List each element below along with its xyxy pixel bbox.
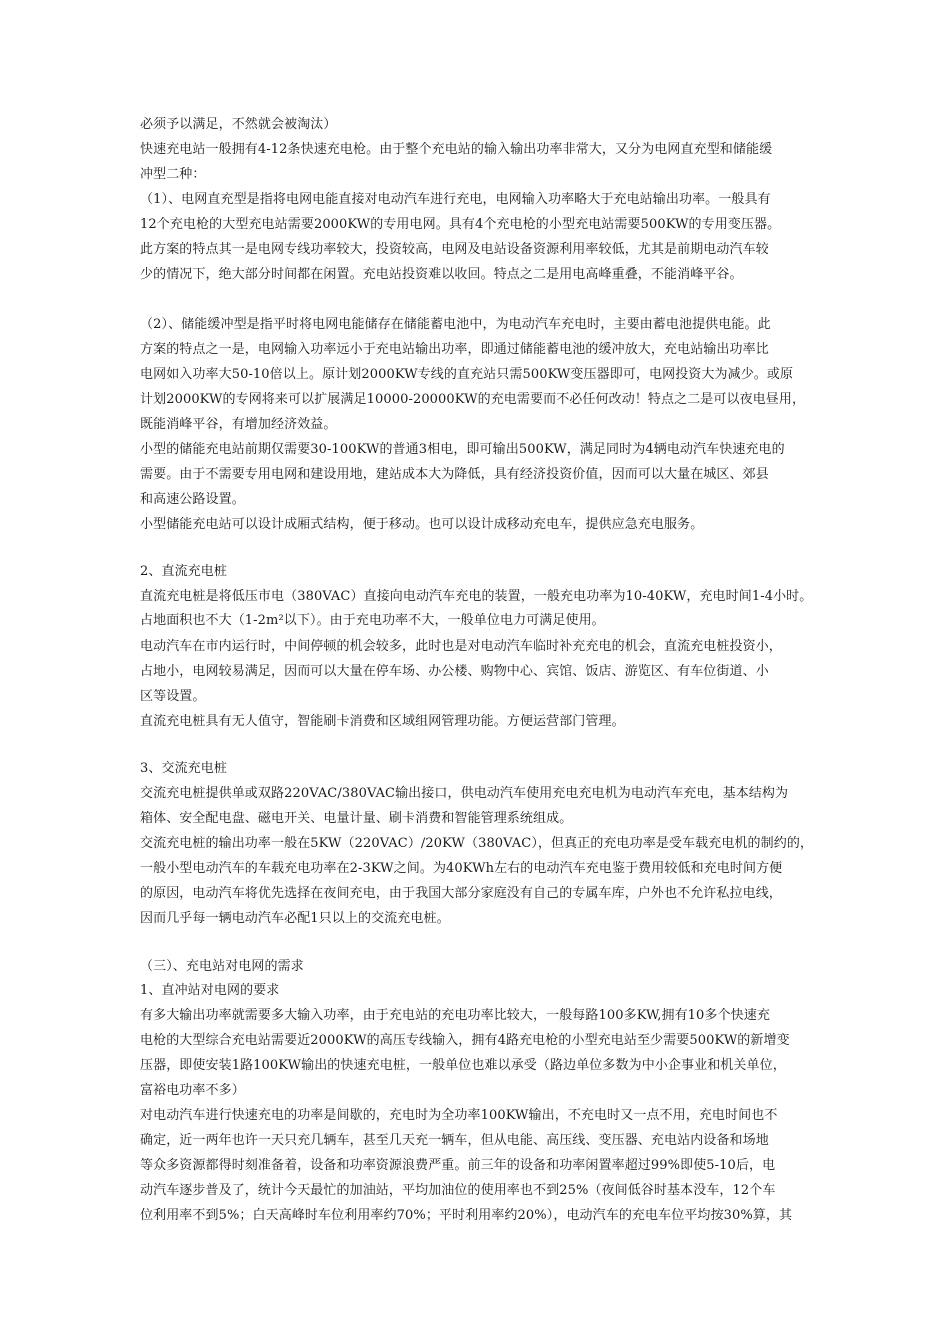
text-line: 小型储能充电站可以设计成厢式结构，便于移动。也可以设计成移动充电车，提供应急充电服务。	[140, 517, 704, 532]
text-line: 小型的储能充电站前期仅需要30-100KW的普通3相电，即可输出500KW，满足同时为4辆电动汽车快速充电的	[140, 442, 785, 457]
section-heading: 2、直流充电桩	[140, 564, 227, 579]
text-line: 因而几乎每一辆电动汽车必配1只以上的交流充电桩。	[140, 911, 450, 926]
text-line: 快速充电站一般拥有4-12条快速充电枪。由于整个充电站的输入输出功率非常大，又分为电网直充型和储能缓	[140, 142, 773, 157]
section-heading: 3、交流充电桩	[140, 761, 227, 776]
section-heading: （三）、充电站对电网的需求	[140, 959, 304, 974]
text-line: 压器，即使安装1路100KW输出的快速充电桩，一般单位也难以承受（路边单位多数为中小企事业和机关单位，	[140, 1058, 786, 1073]
text-line: 计划2000KW的专网将来可以扩展满足10000-20000KW的充电需要而不必任何改动！特点之二是可以夜电昼用，	[140, 392, 806, 407]
text-line: 和高速公路设置。	[140, 492, 245, 507]
text-line: 交流充电桩的输出功率一般在5KW（220VAC）/20KW（380VAC），但真正的充电功率是受车载充电机的制约的，	[140, 836, 814, 851]
text-line: 冲型二种：	[140, 167, 206, 182]
text-line: 需要。由于不需要专用电网和建设用地，建站成本大为降低，具有经济投资价值，因而可以大量在城区、郊县	[140, 467, 769, 482]
text-line: （1）、电网直充型是指将电网电能直接对电动汽车进行充电，电网输入功率略大于充电站输出功率。一般具有	[140, 192, 771, 207]
text-line: 动汽车逐步普及了，统计今天最忙的加油站，平均加油位的使用率也不到25%（夜间低谷时基本没车，12个车	[140, 1183, 776, 1198]
text-line: 此方案的特点其一是电网专线功率较大，投资较高，电网及电站设备资源利用率较低，尤其是前期电动汽车较	[140, 242, 769, 257]
text-line: 箱体、安全配电盘、磁电开关、电量计量、刷卡消费和智能管理系统组成。	[140, 811, 573, 826]
text-line: 电网如入功率大50-10倍以上。原计划2000KW专线的直充站只需500KW变压器即可，电网投资大为减少。或原	[140, 367, 794, 382]
text-line: 12个充电枪的大型充电站需要2000KW的专用电网。具有4个充电枪的小型充电站需要500KW的专用变压器。	[140, 217, 781, 232]
text-line: 确定，近一两年也许一天只充几辆车，甚至几天充一辆车，但从电能、高压线、变压器、充电站内设备和场地	[140, 1133, 769, 1148]
text-line: 一般小型电动汽车的车载充电功率在2-3KW之间。为40KWh左右的电动汽车充电鉴于费用较低和充电时间方便	[140, 861, 783, 876]
text-line: 方案的特点之一是，电网输入功率远小于充电站输出功率，即通过储能蓄电池的缓冲放大，充电站输出功率比	[140, 342, 769, 357]
text-line: 电枪的大型综合充电站需要近2000KW的高压专线输入，拥有4路充电枪的小型充电站至少需要500KW的新增变	[140, 1033, 790, 1048]
section-heading: 1、直冲站对电网的要求	[140, 983, 280, 998]
text-line: 电动汽车在市内运行时，中间停顿的机会较多，此时也是对电动汽车临时补充充电的机会，直流充电桩投资小，	[140, 639, 782, 654]
text-line: 既能消峰平谷，有增加经济效益。	[140, 417, 337, 432]
text-line: 直流充电桩具有无人值守，智能刷卡消费和区域组网管理功能。方便运营部门管理。	[140, 714, 625, 729]
text-line: 占地小，电网较易满足，因而可以大量在停车场、办公楼、购物中心、宾馆、饭店、游览区、有车位街道、小	[140, 664, 769, 679]
text-line: 占地面积也不大（1-2m²以下）。由于充电功率不大，一般单位电力可满足使用。	[140, 613, 605, 628]
text-line: 必须予以满足，不然就会被淘汰）	[140, 117, 337, 132]
text-line: 区等设置。	[140, 689, 206, 704]
text-line: 有多大输出功率就需要多大输入功率，由于充电站的充电功率比较大，一般每路100多KW,拥有10多个快速充	[140, 1008, 770, 1023]
text-line: 位利用率不到5%；白天高峰时车位利用率约70%；平时利用率约20%），电动汽车的充电车位平均按30%算，其	[140, 1208, 793, 1223]
text-line: 对电动汽车进行快速充电的功率是间歇的，充电时为全功率100KW输出，不充电时又一点不用，充电时间也不	[140, 1108, 778, 1123]
text-line: 交流充电桩提供单或双路220VAC/380VAC输出接口，供电动汽车使用充电充电机为电动汽车充电，基本结构为	[140, 786, 789, 801]
text-line: 直流充电桩是将低压市电（380VAC）直接向电动汽车充电的装置，一般充电功率为10-40KW，充电时间1-4小时。	[140, 589, 813, 604]
text-line: 少的情况下，绝大部分时间都在闲置。充电站投资难以收回。特点之二是用电高峰重叠，不能消峰平谷。	[140, 267, 743, 282]
text-line: （2）、储能缓冲型是指平时将电网电能储存在储能蓄电池中，为电动汽车充电时，主要由蓄电池提供电能。此	[140, 317, 771, 332]
text-line: 富裕电功率不多）	[140, 1083, 245, 1098]
text-line: 的原因，电动汽车将优先选择在夜间充电，由于我国大部分家庭没有自己的专属车库，户外也不允许私拉电线，	[140, 886, 782, 901]
text-line: 等众多资源都得时刻准备着，设备和功率资源浪费严重。前三年的设备和功率闲置率超过99%即使5-10后，电	[140, 1158, 776, 1173]
